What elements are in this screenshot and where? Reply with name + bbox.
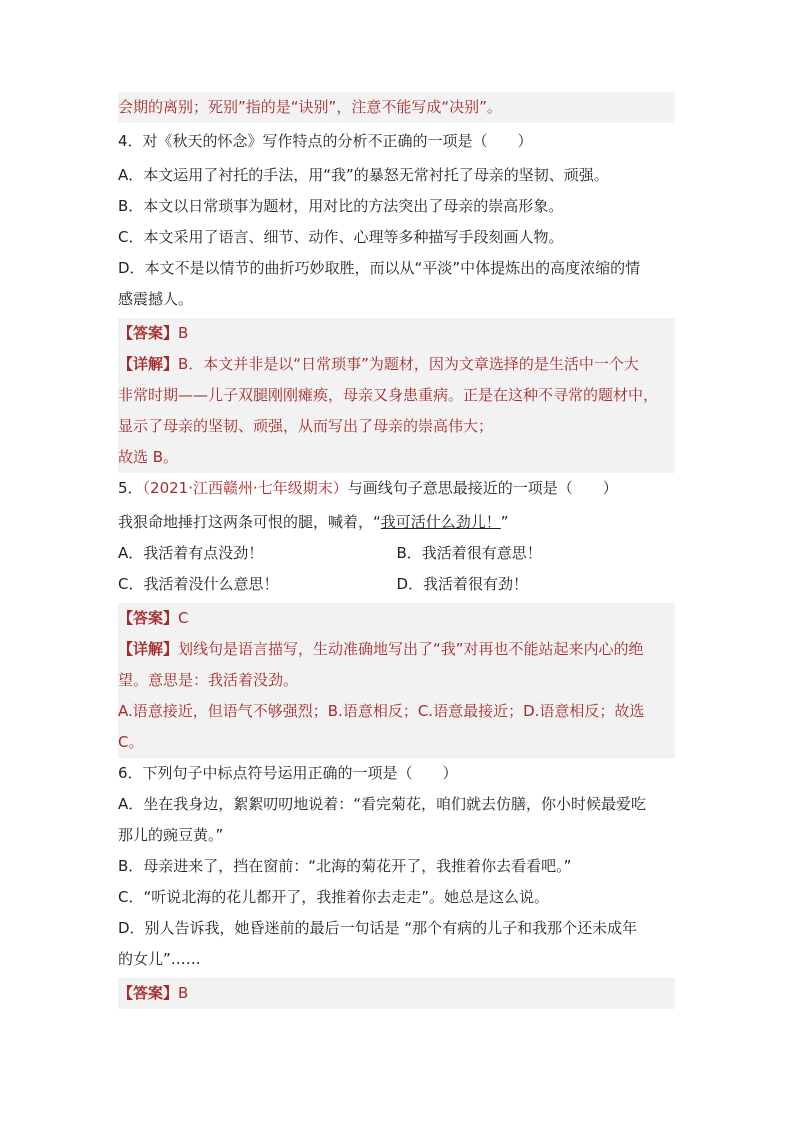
question-4-option-d: D．本文不是以情节的曲折巧妙取胜，而以从“平淡”中体提炼出的高度浓缩的情 — [118, 259, 641, 277]
question-6-answer — [118, 978, 675, 1009]
question-5-option-b: B．我活着很有意思！ — [396, 544, 542, 562]
question-4-detail-4: 故选 B。 — [118, 448, 179, 466]
question-5-stem-text: 与画线句子意思最接近的一项是（ ） — [347, 479, 618, 497]
answer-tag: 【答案】 — [118, 609, 179, 627]
question-5-options-row-1 — [118, 538, 675, 569]
question-5-option-c: C．我活着没什么意思！ — [118, 575, 279, 593]
question-4-answer — [118, 318, 675, 349]
detail-tag: 【详解】 — [118, 355, 179, 373]
question-6-option-b: B．母亲进来了，挡在窗前：“北海的菊花开了，我推着你去看看吧。” — [118, 857, 572, 875]
question-5-number: 5． — [118, 479, 143, 497]
document-page — [118, 92, 675, 1009]
prev-explanation-tail: 会期的离别；死别”指的是“诀别”，注意不能写成“决别”。 — [118, 92, 675, 123]
question-4-detail-2: 非常时期——儿子双腿刚刚瘫痪，母亲又身患重病。正是在这种不寻常的题材中， — [118, 386, 659, 404]
question-5-source: （2021·江西赣州·七年级期末） — [142, 479, 348, 497]
question-6-option-d: D．别人告诉我，她昏迷前的最后一句话是 “那个有病的儿子和我那个还未成年 — [118, 919, 638, 937]
answer-value: B — [178, 324, 189, 342]
question-4-option-a: A．本文运用了衬托的手法，用“我”的暴怒无常衬托了母亲的坚韧、顽强。 — [118, 166, 609, 184]
question-5-answer — [118, 603, 675, 634]
question-5-stem — [118, 473, 675, 504]
question-4-stem: 4．对《秋天的怀念》写作特点的分析不正确的一项是（ ） — [118, 132, 533, 150]
question-5 — [118, 473, 675, 758]
question-5-detail-4: C。 — [118, 733, 144, 751]
question-5-detail-2: 望。意思是：我活着没劲。 — [118, 671, 299, 689]
question-4-option-c: C．本文采用了语言、细节、动作、心理等多种描写手段刻画人物。 — [118, 228, 564, 246]
question-4 — [118, 126, 675, 473]
question-5-detail-3: A.语意接近，但语气不够强烈；B.语意相反；C.语意最接近；D.语意相反；故选 — [118, 702, 645, 720]
question-4-detail-3: 显示了母亲的坚韧、顽强，从而写出了母亲的崇高伟大； — [118, 417, 494, 435]
question-4-detail-1 — [118, 349, 675, 380]
question-6-stem: 6．下列句子中标点符号运用正确的一项是（ ） — [118, 764, 458, 782]
question-5-sentence — [118, 507, 675, 538]
question-5-answer-block — [118, 603, 675, 758]
question-5-option-a: A．我活着有点没劲！ — [118, 544, 264, 562]
question-6-answer-block — [118, 978, 675, 1009]
question-5-options-row-2 — [118, 569, 675, 600]
detail-text: 划线句是语言描写，生动准确地写出了“我”对再也不能站起来内心的绝 — [178, 640, 644, 658]
question-6-option-a: A．坐在我身边，絮絮叨叨地说着：“看完菊花，咱们就去仿膳，你小时候最爱吃 — [118, 795, 647, 813]
question-5-option-d: D．我活着很有劲！ — [396, 575, 529, 593]
sentence-close-quote: ” — [500, 513, 509, 531]
question-6-option-a-cont: 那儿的豌豆黄。” — [118, 826, 224, 844]
answer-value: B — [178, 984, 189, 1002]
underlined-sentence: 我可活什么劲儿！ — [380, 513, 501, 531]
question-6 — [118, 758, 675, 1009]
detail-tag: 【详解】 — [118, 640, 179, 658]
question-6-option-c: C．“听说北海的花儿都开了，我推着你去走走”。她总是这么说。 — [118, 888, 550, 906]
question-4-option-d-cont: 感震撼人。 — [118, 290, 194, 308]
question-4-option-b: B．本文以日常琐事为题材，用对比的方法突出了母亲的崇高形象。 — [118, 197, 564, 215]
answer-tag: 【答案】 — [118, 984, 179, 1002]
answer-value: C — [178, 609, 189, 627]
question-5-detail-1 — [118, 634, 675, 665]
answer-tag: 【答案】 — [118, 324, 179, 342]
detail-text: B．本文并非是以“日常琐事”为题材，因为文章选择的是生活中一个大 — [178, 355, 639, 373]
sentence-text: 我狠命地捶打这两条可恨的腿，喊着，“ — [118, 513, 381, 531]
question-4-answer-block — [118, 318, 675, 473]
question-6-option-d-cont: 的女儿”…… — [118, 950, 201, 968]
